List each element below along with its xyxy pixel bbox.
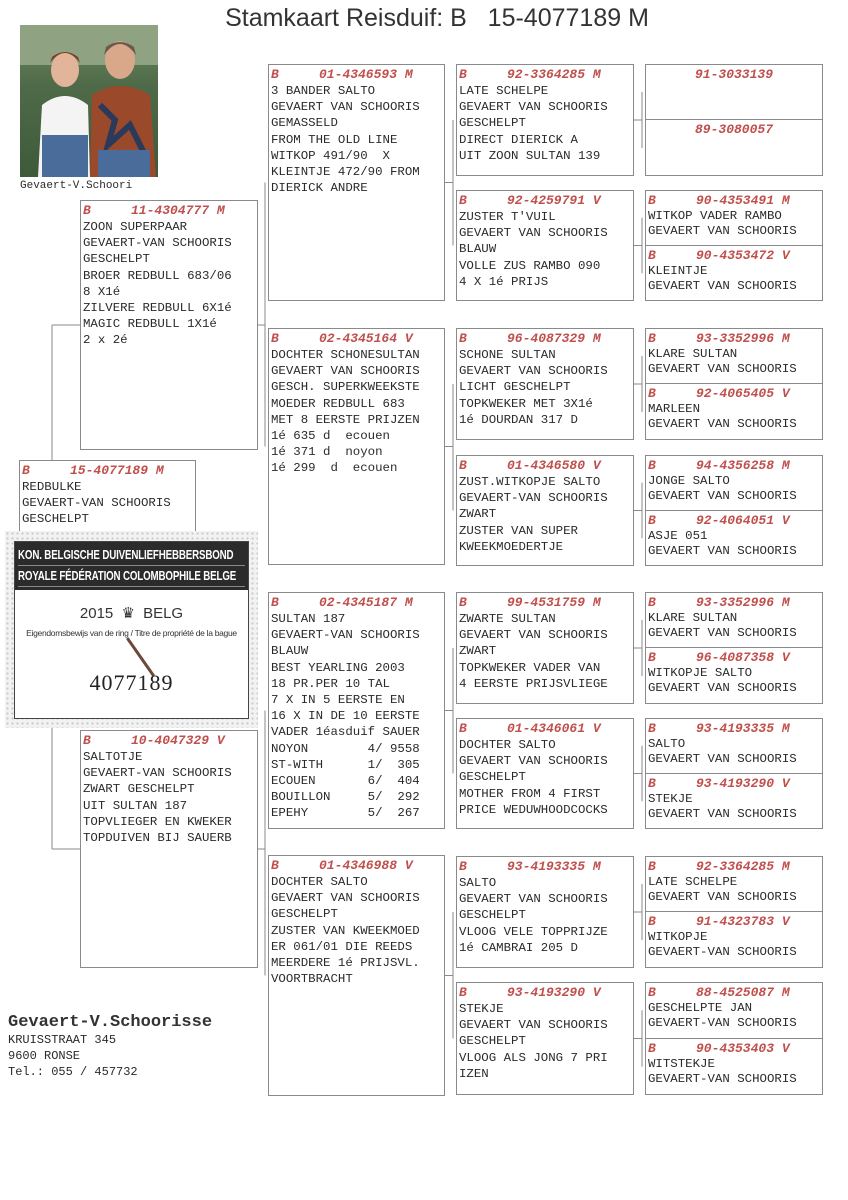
ring-country: B [648, 331, 656, 346]
pedigree-line: DOCHTER SCHONESULTAN [271, 348, 420, 362]
ring-country: B [459, 859, 467, 874]
pedigree-line: GEVAERT-VAN SCHOORIS [22, 496, 171, 511]
crown-icon: ♛ [121, 605, 135, 622]
ring-sex: M [592, 67, 601, 82]
ring-sex: V [404, 331, 413, 346]
ring-number [83, 733, 255, 749]
pedigree-line: GEVAERT VAN SCHOORIS [271, 364, 420, 379]
pedigree-line: JONGE SALTO [648, 474, 730, 488]
ring-number [648, 67, 820, 83]
pedigree-line: GEVAERT-VAN SCHOORIS [648, 1015, 797, 1030]
pedigree-line: NOYON 4/ 9558 [271, 741, 420, 756]
ring-number [648, 650, 820, 666]
ring-number [648, 914, 820, 930]
pedigree-line: SULTAN 187 [271, 612, 346, 626]
pedigree-line: 4 EERSTE PRIJSVLIEGE [459, 676, 608, 691]
ring-country: B [648, 595, 656, 610]
ring-country: B [648, 248, 656, 263]
ring-country: B [648, 859, 656, 874]
ring-country: B [271, 858, 279, 873]
ring-number [459, 859, 631, 875]
ring-country: B [459, 458, 467, 473]
ring-id: 92-4065405 [696, 386, 775, 401]
ring-sex: M [592, 331, 601, 346]
ring-id: 01-4346061 [507, 721, 586, 736]
pedigree-line: WITKOPJE [648, 930, 708, 944]
ring-country: B [648, 1041, 656, 1056]
pedigree-line: LATE SCHELPE [648, 875, 738, 889]
ring-number [648, 1041, 820, 1057]
ring-sex: M [404, 595, 413, 610]
photo-caption: Gevaert-V.Schoori [20, 180, 133, 192]
pedigree-line: MARLEEN [648, 402, 701, 416]
pedigree-line: GEVAERT VAN SCHOORIS [648, 625, 797, 640]
pedigree-line: DIRECT DIERICK A [459, 132, 578, 147]
ring-sex: M [155, 463, 164, 478]
pedigree-line: STEKJE [459, 1002, 504, 1016]
ring-number [648, 985, 820, 1001]
pedigree-line: BLAUW [459, 242, 497, 257]
ring-sex: M [781, 595, 790, 610]
pedigree-line: GEVAERT-VAN SCHOORIS [271, 628, 420, 643]
pedigree-line: KLEINTJE [648, 264, 708, 278]
pedigree-line: GEVAERT VAN SCHOORIS [648, 223, 797, 238]
pedigree-line: GEVAERT VAN SCHOORIS [459, 754, 608, 769]
pedigree-line: GEVAERT VAN SCHOORIS [459, 226, 608, 241]
ring-number [271, 67, 442, 83]
ring-sex: M [781, 985, 790, 1000]
ring-country: B [648, 721, 656, 736]
ring-id: 90-4353403 [696, 1041, 775, 1056]
ring-id: 92-4259791 [507, 193, 586, 208]
pedigree-line: 1é DOURDAN 317 D [459, 412, 578, 427]
ring-id: 88-4525087 [696, 985, 775, 1000]
ring-id: 01-4346593 [319, 67, 398, 82]
pedigree-line: GEVAERT-VAN SCHOORIS [83, 236, 232, 251]
ring-id: 93-4193290 [696, 776, 775, 791]
ring-number [648, 458, 820, 474]
ring-sex: M [781, 458, 790, 473]
ring-number [648, 331, 820, 347]
pedigree-line: ASJE 051 [648, 529, 708, 543]
ring-sex: V [216, 733, 225, 748]
pedigree-line: LICHT GESCHELPT [459, 380, 571, 395]
pedigree-box-gen5-14 [645, 982, 823, 1039]
ring-number [648, 122, 820, 138]
pedigree-line: 7 X IN 5 EERSTE EN [271, 693, 405, 708]
ring-number [459, 985, 631, 1001]
pedigree-line: 2 x 2é [83, 333, 128, 348]
pedigree-line: GESCHELPT [459, 116, 526, 131]
certificate-header [15, 542, 248, 590]
pedigree-line: VOORTBRACHT [271, 972, 353, 987]
pedigree-box-gen5-2 [645, 190, 823, 246]
pedigree-line: MEERDERE 1é PRIJSVL. [271, 956, 420, 971]
ring-country: B [648, 985, 656, 1000]
pedigree-line: GESCHELPT [459, 770, 526, 785]
pedigree-box-m [80, 730, 258, 968]
pedigree-line: GESCHELPT [83, 252, 150, 267]
pedigree-line: IZEN [459, 1066, 489, 1081]
pedigree-box-mm [268, 855, 445, 1096]
pedigree-line: ZWART GESCHELPT [83, 782, 195, 797]
pedigree-box-gen5-3 [645, 245, 823, 301]
pedigree-box-mmf [456, 856, 634, 968]
ring-sex: V [404, 858, 413, 873]
pedigree-line: ZWARTE SULTAN [459, 612, 556, 626]
pedigree-line: GESCHELPT [271, 907, 338, 922]
pedigree-box-gen5-4 [645, 328, 823, 384]
pedigree-line: GESCHELPT [459, 1034, 526, 1049]
ring-id: 91-3033139 [694, 67, 773, 82]
ring-number [648, 193, 820, 209]
pedigree-box-mf [268, 592, 445, 829]
ring-sex: M [216, 203, 225, 218]
pedigree-box-gen5-1 [645, 119, 823, 176]
pedigree-line: STEKJE [648, 792, 693, 806]
ring-id: 93-4193335 [696, 721, 775, 736]
pedigree-line: ZWART [459, 644, 497, 659]
pedigree-line: 3 BANDER SALTO [271, 84, 376, 98]
ring-sex: V [781, 386, 790, 401]
ring-country: B [648, 776, 656, 791]
ring-id: 93-4193335 [507, 859, 586, 874]
ring-country: B [271, 331, 279, 346]
pedigree-line: GESCHELPT [22, 512, 89, 527]
certificate-year: 2015 [79, 605, 114, 622]
federation-name-fr: ROYALE FÉDÉRATION COLOMBOPHILE BELGE [18, 569, 237, 583]
pedigree-line: LATE SCHELPE [459, 84, 549, 98]
ring-id: 89-3080057 [694, 122, 773, 137]
ring-number [459, 721, 631, 737]
pedigree-line: GEVAERT VAN SCHOORIS [459, 892, 608, 907]
pedigree-line: GESCH. SUPERKWEEKSTE [271, 380, 420, 395]
pedigree-line: 1é 635 d ecouen [271, 429, 390, 444]
ring-country: B [271, 67, 279, 82]
pedigree-line: 8 X1é [83, 284, 121, 299]
pedigree-line: GEVAERT VAN SCHOORIS [648, 361, 797, 376]
ring-id: 92-3364285 [507, 67, 586, 82]
pedigree-line: ZILVERE REDBULL 6X1é [83, 301, 232, 316]
pedigree-box-mfm [456, 718, 634, 829]
pedigree-line: GEVAERT VAN SCHOORIS [648, 751, 797, 766]
pedigree-line: GEVAERT VAN SCHOORIS [648, 416, 797, 431]
ring-id: 92-3364285 [696, 859, 775, 874]
pedigree-line: GEVAERT VAN SCHOORIS [459, 100, 608, 115]
ring-sex: V [592, 721, 601, 736]
pedigree-line: GEVAERT VAN SCHOORIS [459, 364, 608, 379]
ring-id: 92-4064051 [696, 513, 775, 528]
pedigree-line: MET 8 EERSTE PRIJZEN [271, 412, 420, 427]
ring-country: B [83, 733, 91, 748]
pedigree-line: DOCHTER SALTO [271, 875, 368, 889]
pedigree-line: WITSTEKJE [648, 1057, 715, 1071]
pedigree-line: ZUSTER VAN KWEEKMOED [271, 923, 420, 938]
pedigree-line: MOTHER FROM 4 FIRST [459, 786, 601, 801]
certificate-ring-number: 4077189 [89, 670, 174, 695]
ring-country: B [459, 985, 467, 1000]
ring-sex: M [781, 193, 790, 208]
ring-country: B [83, 203, 91, 218]
pedigree-line: GEVAERT VAN SCHOORIS [648, 278, 797, 293]
ring-country: B [648, 650, 656, 665]
ring-id: 91-4323783 [696, 914, 775, 929]
ring-id: 02-4345187 [319, 595, 398, 610]
ring-sex: M [781, 331, 790, 346]
ring-sex: V [592, 985, 601, 1000]
ring-number [648, 595, 820, 611]
ring-number [83, 203, 255, 219]
pedigree-box-fmm [456, 455, 634, 566]
pedigree-line: TOPDUIVEN BIJ SAUERB [83, 831, 232, 846]
pedigree-line: GEVAERT VAN SCHOORIS [271, 891, 420, 906]
pedigree-box-gen5-12 [645, 856, 823, 912]
pedigree-line: GESCHELPT [459, 908, 526, 923]
pedigree-line: GEVAERT VAN SCHOORIS [648, 543, 797, 558]
pedigree-line: REDBULKE [22, 480, 82, 494]
pedigree-line: WITKOPJE SALTO [648, 666, 753, 680]
pedigree-line: KLARE SULTAN [648, 611, 738, 625]
pedigree-box-gen5-6 [645, 455, 823, 511]
ring-number [459, 67, 631, 83]
pedigree-line: ST-WITH 1/ 305 [271, 757, 420, 772]
ring-country: B [22, 463, 30, 478]
pedigree-line: ER 061/01 DIE REEDS [271, 939, 413, 954]
pedigree-box-gen5-13 [645, 911, 823, 968]
page-title: Stamkaart Reisduif: B 15-4077189 M [225, 4, 649, 32]
ring-country: B [459, 67, 467, 82]
pedigree-line: 4 X 1é PRIJS [459, 274, 549, 289]
pedigree-line: VADER 1éasduif SAUER [271, 725, 420, 740]
pedigree-box-gen5-10 [645, 718, 823, 774]
pedigree-line: KLARE SULTAN [648, 347, 738, 361]
pedigree-line: GEVAERT-VAN SCHOORIS [648, 1071, 797, 1086]
pedigree-line: ZUSTER T'VUIL [459, 210, 556, 224]
pedigree-line: 1é 371 d noyon [271, 445, 383, 460]
ring-certificate [5, 531, 258, 728]
owner-name: Gevaert-V.Schoorisse [8, 1013, 213, 1032]
ring-sex: M [781, 721, 790, 736]
ring-id: 01-4346988 [319, 858, 398, 873]
federation-name-nl: KON. BELGISCHE DUIVENLIEFHEBBERSBOND [18, 548, 234, 562]
pedigree-line: SCHONE SULTAN [459, 348, 556, 362]
ring-country: B [648, 914, 656, 929]
ring-id: 90-4353491 [696, 193, 775, 208]
ring-number [648, 513, 820, 529]
pedigree-line: 1é 299 d ecouen [271, 461, 398, 476]
pedigree-line: KLEINTJE 472/90 FROM [271, 165, 420, 180]
ring-sex: M [404, 67, 413, 82]
ring-number [648, 721, 820, 737]
ring-sex: V [781, 1041, 790, 1056]
ring-id: 02-4345164 [319, 331, 398, 346]
ring-id: 01-4346580 [507, 458, 586, 473]
ring-number [459, 331, 631, 347]
pedigree-line: GEVAERT VAN SCHOORIS [648, 680, 797, 695]
certificate-subtitle: Eigendomsbewijs van de ring / Titre de propriété de la bague [26, 628, 237, 638]
ring-sex: V [592, 193, 601, 208]
pedigree-line: EPEHY 5/ 267 [271, 806, 420, 821]
pedigree-line: KWEEKMOEDERTJE [459, 539, 564, 554]
ring-sex: V [781, 650, 790, 665]
pedigree-line: GEVAERT VAN SCHOORIS [459, 1018, 608, 1033]
pedigree-line: WITKOP 491/90 X [271, 148, 390, 163]
pedigree-box-gen5-9 [645, 647, 823, 704]
pedigree-box-gen5-15 [645, 1038, 823, 1095]
ring-sex: V [592, 458, 601, 473]
pedigree-line: GEVAERT VAN SCHOORIS [648, 488, 797, 503]
ring-number [271, 595, 442, 611]
pedigree-box-fmf [456, 328, 634, 440]
pedigree-line: 16 X IN DE 10 EERSTE [271, 709, 420, 724]
ring-id: 93-4193290 [507, 985, 586, 1000]
ring-id: 90-4353472 [696, 248, 775, 263]
certificate-country: BELG [143, 605, 184, 622]
ring-id: 94-4356258 [696, 458, 775, 473]
ring-sex: M [592, 595, 601, 610]
ring-id: 93-3352996 [696, 595, 775, 610]
ring-sex: V [781, 776, 790, 791]
ring-sex: M [592, 859, 601, 874]
ring-number [648, 776, 820, 792]
pedigree-box-mmm [456, 982, 634, 1095]
pedigree-box-gen5-5 [645, 383, 823, 440]
ring-country: B [459, 331, 467, 346]
ring-country: B [648, 513, 656, 528]
pedigree-box-mff [456, 592, 634, 704]
ring-number [648, 248, 820, 264]
owner-city: 9600 RONSE [8, 1049, 81, 1063]
pedigree-line: GEVAERT VAN SCHOORIS [648, 889, 797, 904]
ring-number [648, 386, 820, 402]
pedigree-line: ZUSTER VAN SUPER [459, 523, 578, 538]
pedigree-box-gen5-11 [645, 773, 823, 829]
pedigree-box-f [80, 200, 258, 450]
pedigree-line: TOPKWEKER MET 3X1é [459, 396, 593, 411]
pedigree-line: MOEDER REDBULL 683 [271, 396, 405, 411]
ring-number [459, 458, 631, 474]
ring-id: 93-3352996 [696, 331, 775, 346]
certificate-year-row [15, 604, 248, 622]
ring-country: B [648, 386, 656, 401]
pedigree-line: 18 PR.PER 10 TAL [271, 676, 390, 691]
owner-address [8, 1013, 212, 1080]
pedigree-line: TOPKWEKER VADER VAN [459, 660, 601, 675]
pedigree-line: PRICE WEDUWHOODCOCKS [459, 802, 608, 817]
ring-id: 99-4531759 [507, 595, 586, 610]
ring-id: 96-4087329 [507, 331, 586, 346]
ring-id: 15-4077189 [70, 463, 149, 478]
pedigree-line: 1é CAMBRAI 205 D [459, 940, 578, 955]
pedigree-line: GEVAERT VAN SCHOORIS [271, 100, 420, 115]
pedigree-line: SALTO [648, 737, 686, 751]
pedigree-line: TOPVLIEGER EN KWEKER [83, 814, 232, 829]
pedigree-line: BEST YEARLING 2003 [271, 660, 405, 675]
pedigree-line: GEVAERT VAN SCHOORIS [648, 806, 797, 821]
pedigree-box-fff [456, 64, 634, 176]
pedigree-line: UIT ZOON SULTAN 139 [459, 148, 601, 163]
pedigree-line: SALTOTJE [83, 750, 143, 764]
ring-sex: V [781, 248, 790, 263]
owner-street: KRUISSTRAAT 345 [8, 1033, 117, 1047]
pedigree-box-ff [268, 64, 445, 301]
pedigree-box-ffm [456, 190, 634, 301]
ring-id: 11-4304777 [131, 203, 210, 218]
ring-country: B [459, 595, 467, 610]
ring-number [648, 859, 820, 875]
ring-id: 96-4087358 [696, 650, 775, 665]
pedigree-box-gen5-0 [645, 64, 823, 120]
ring-number [271, 858, 442, 874]
pedigree-box-gen5-7 [645, 510, 823, 566]
ring-id: 10-4047329 [131, 733, 210, 748]
pedigree-line: GEMASSELD [271, 116, 338, 131]
ring-country: B [459, 193, 467, 208]
ring-sex: V [781, 513, 790, 528]
pedigree-line: ECOUEN 6/ 404 [271, 774, 420, 789]
pedigree-line: MAGIC REDBULL 1X1é [83, 317, 217, 332]
pedigree-line: ZWART [459, 507, 497, 522]
pedigree-line: ZOON SUPERPAAR [83, 220, 188, 234]
pedigree-line: GEVAERT-VAN SCHOORIS [83, 766, 232, 781]
ring-number [459, 595, 631, 611]
pedigree-line: DIERICK ANDRE [271, 181, 368, 196]
pedigree-line: VOLLE ZUS RAMBO 090 [459, 258, 601, 273]
pedigree-line: GEVAERT-VAN SCHOORIS [459, 491, 608, 506]
pedigree-line: VLOOG ALS JONG 7 PRI [459, 1050, 608, 1065]
ring-sex: M [781, 859, 790, 874]
pedigree-line: GEVAERT-VAN SCHOORIS [648, 944, 797, 959]
ring-number [271, 331, 442, 347]
pedigree-line: GEVAERT VAN SCHOORIS [459, 628, 608, 643]
ring-number [459, 193, 631, 209]
ring-country: B [648, 193, 656, 208]
pedigree-line: ZUST.WITKOPJE SALTO [459, 475, 601, 489]
pedigree-box-fm [268, 328, 445, 565]
pedigree-line: SALTO [459, 876, 497, 890]
pedigree-line: DOCHTER SALTO [459, 738, 556, 752]
ring-country: B [271, 595, 279, 610]
ring-sex: V [781, 914, 790, 929]
pedigree-line: WITKOP VADER RAMBO [648, 209, 782, 223]
pedigree-line: UIT SULTAN 187 [83, 798, 188, 813]
pedigree-line: VLOOG VELE TOPPRIJZE [459, 924, 608, 939]
ring-number [22, 463, 193, 479]
ring-country: B [648, 458, 656, 473]
pedigree-box-gen5-8 [645, 592, 823, 648]
pedigree-line: BOUILLON 5/ 292 [271, 790, 420, 805]
owner-phone: Tel.: 055 / 457732 [8, 1065, 138, 1079]
pedigree-line: BLAUW [271, 644, 309, 659]
pedigree-line: GESCHELPTE JAN [648, 1001, 753, 1015]
ring-country: B [459, 721, 467, 736]
pedigree-line: BROER REDBULL 683/06 [83, 268, 232, 283]
pedigree-line: FROM THE OLD LINE [271, 132, 398, 147]
